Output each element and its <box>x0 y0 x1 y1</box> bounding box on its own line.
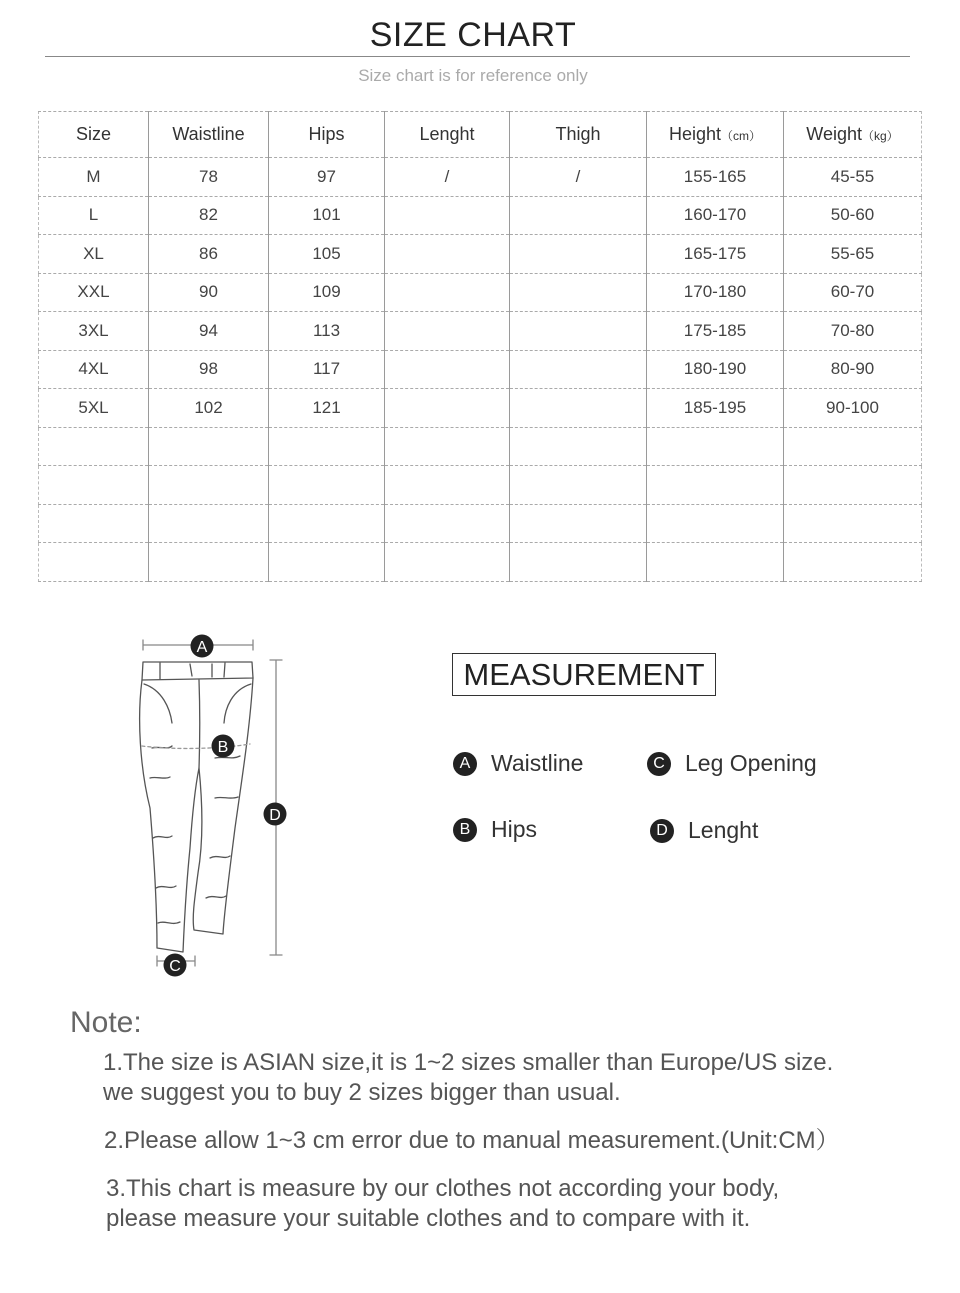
cell-hips: 113 <box>269 312 385 351</box>
cell-height: 180-190 <box>647 350 784 389</box>
header-size: Size <box>39 112 149 158</box>
cell-hips: 121 <box>269 389 385 428</box>
pants-diagram <box>120 628 300 978</box>
cell-weight: 55-65 <box>784 235 922 274</box>
cell-size: 5XL <box>39 389 149 428</box>
legend-badge: D <box>650 819 674 843</box>
cell-waistline: 90 <box>149 273 269 312</box>
page-subtitle: Size chart is for reference only <box>358 66 588 85</box>
empty-cell <box>510 427 647 466</box>
cell-size: XL <box>39 235 149 274</box>
legend-item-waistline <box>453 750 583 777</box>
empty-cell <box>39 427 149 466</box>
empty-cell <box>385 543 510 582</box>
cell-hips: 97 <box>269 158 385 197</box>
title-divider <box>45 56 910 57</box>
empty-cell <box>510 543 647 582</box>
cell-hips: 109 <box>269 273 385 312</box>
cell-waistline: 98 <box>149 350 269 389</box>
header-height-label: Height <box>668 124 722 144</box>
header-thigh: Thigh <box>510 112 647 158</box>
legend-item-hips <box>453 816 537 843</box>
legend-item-length <box>650 817 758 844</box>
cell-height: 185-195 <box>647 389 784 428</box>
cell-thigh <box>510 350 647 389</box>
cell-size: XXL <box>39 273 149 312</box>
header-height <box>647 112 784 158</box>
legend-badge: B <box>453 818 477 842</box>
empty-cell <box>647 543 784 582</box>
size-table <box>38 111 922 582</box>
cell-weight: 60-70 <box>784 273 922 312</box>
header-height-unit: （cm） <box>721 129 762 143</box>
table-row <box>39 158 922 197</box>
marker-b-label: B <box>217 739 229 756</box>
table-row <box>39 273 922 312</box>
legend-label: Waistline <box>491 750 584 776</box>
empty-cell <box>149 543 269 582</box>
empty-cell <box>269 466 385 505</box>
empty-cell <box>647 504 784 543</box>
empty-cell <box>784 504 922 543</box>
empty-cell <box>647 466 784 505</box>
empty-cell <box>149 466 269 505</box>
legend-label: Hips <box>491 816 538 842</box>
header-weight-unit: （kg） <box>862 129 899 143</box>
marker-c-label: C <box>169 958 181 975</box>
empty-cell <box>510 466 647 505</box>
table-header-row <box>39 112 922 158</box>
empty-table-row <box>39 466 922 505</box>
empty-cell <box>784 466 922 505</box>
empty-table-row <box>39 543 922 582</box>
empty-cell <box>269 543 385 582</box>
cell-length <box>385 235 510 274</box>
note-line: 2.Please allow 1~3 cm error due to manual measurement.(Unit:CM） <box>104 1127 840 1154</box>
note-line: 3.This chart is measure by our clothes not according your body, <box>106 1175 780 1202</box>
empty-cell <box>39 504 149 543</box>
legend-badge: A <box>453 752 477 776</box>
legend-label: Lenght <box>688 817 759 843</box>
empty-cell <box>385 427 510 466</box>
cell-waistline: 82 <box>149 196 269 235</box>
page-title: SIZE CHART <box>369 16 577 54</box>
cell-thigh <box>510 273 647 312</box>
header-waistline: Waistline <box>149 112 269 158</box>
cell-length: / <box>385 158 510 197</box>
empty-cell <box>510 504 647 543</box>
empty-cell <box>784 543 922 582</box>
cell-length <box>385 273 510 312</box>
cell-waistline: 78 <box>149 158 269 197</box>
legend-label: Leg Opening <box>685 750 817 776</box>
empty-cell <box>385 504 510 543</box>
table-row <box>39 196 922 235</box>
cell-size: 4XL <box>39 350 149 389</box>
table-row <box>39 350 922 389</box>
cell-length <box>385 350 510 389</box>
cell-hips: 101 <box>269 196 385 235</box>
cell-size: L <box>39 196 149 235</box>
cell-waistline: 102 <box>149 389 269 428</box>
empty-cell <box>269 427 385 466</box>
cell-weight: 90-100 <box>784 389 922 428</box>
cell-weight: 50-60 <box>784 196 922 235</box>
cell-thigh: / <box>510 158 647 197</box>
note-line: we suggest you to buy 2 sizes bigger than usual. <box>103 1079 621 1106</box>
empty-cell <box>647 427 784 466</box>
cell-waistline: 94 <box>149 312 269 351</box>
notes-title: Note: <box>70 1006 142 1039</box>
empty-cell <box>149 427 269 466</box>
measurement-title: MEASUREMENT <box>452 653 716 696</box>
cell-height: 175-185 <box>647 312 784 351</box>
empty-table-row <box>39 504 922 543</box>
empty-cell <box>149 504 269 543</box>
cell-weight: 80-90 <box>784 350 922 389</box>
cell-length <box>385 196 510 235</box>
cell-length <box>385 312 510 351</box>
cell-hips: 117 <box>269 350 385 389</box>
cell-thigh <box>510 389 647 428</box>
header-weight-label: Weight <box>806 124 862 144</box>
cell-hips: 105 <box>269 235 385 274</box>
cell-height: 155-165 <box>647 158 784 197</box>
empty-cell <box>269 504 385 543</box>
cell-thigh <box>510 235 647 274</box>
empty-cell <box>385 466 510 505</box>
cell-height: 165-175 <box>647 235 784 274</box>
table-row <box>39 235 922 274</box>
empty-cell <box>39 466 149 505</box>
empty-cell <box>784 427 922 466</box>
marker-d-label: D <box>269 807 281 824</box>
cell-size: 3XL <box>39 312 149 351</box>
cell-thigh <box>510 196 647 235</box>
legend-item-leg-opening <box>647 750 817 777</box>
header-length: Lenght <box>385 112 510 158</box>
legend-badge: C <box>647 752 671 776</box>
table-row <box>39 312 922 351</box>
header-weight <box>784 112 922 158</box>
cell-height: 170-180 <box>647 273 784 312</box>
header-hips: Hips <box>269 112 385 158</box>
cell-size: M <box>39 158 149 197</box>
cell-weight: 70-80 <box>784 312 922 351</box>
cell-waistline: 86 <box>149 235 269 274</box>
cell-height: 160-170 <box>647 196 784 235</box>
note-line: please measure your suitable clothes and to compare with it. <box>106 1205 751 1232</box>
cell-length <box>385 389 510 428</box>
empty-table-row <box>39 427 922 466</box>
cell-weight: 45-55 <box>784 158 922 197</box>
table-row <box>39 389 922 428</box>
cell-thigh <box>510 312 647 351</box>
marker-a-label: A <box>196 639 208 656</box>
empty-cell <box>39 543 149 582</box>
note-line: 1.The size is ASIAN size,it is 1~2 sizes smaller than Europe/US size. <box>103 1049 834 1076</box>
